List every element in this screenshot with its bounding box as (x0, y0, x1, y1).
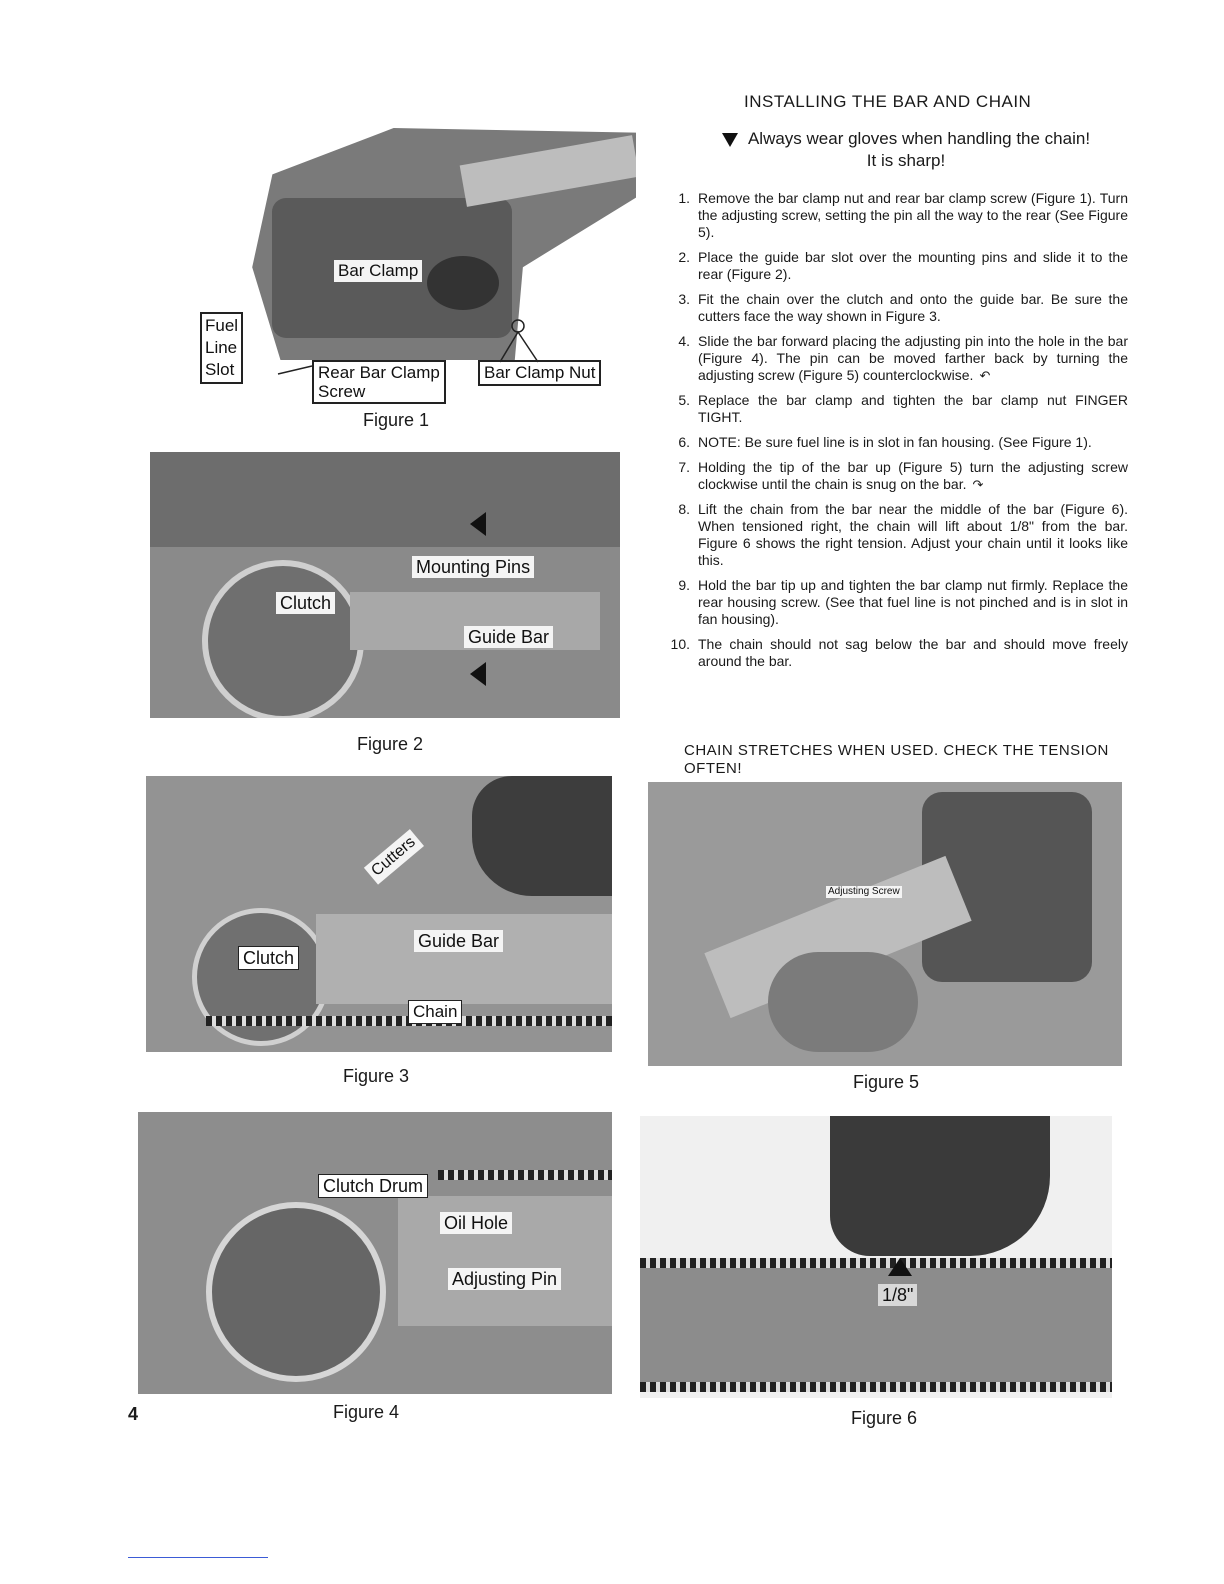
chain-top-shape (640, 1258, 1112, 1268)
label-clutch: Clutch (276, 592, 335, 614)
callout-nut-line (500, 332, 538, 362)
label-fuel-line-slot-line1: Fuel (205, 316, 239, 335)
label-cutters: Cutters (364, 829, 424, 884)
label-chain: Chain (408, 1000, 462, 1024)
guide-bar-shape (316, 914, 612, 1004)
guide-bar-shape (640, 1266, 1112, 1386)
step-number: 10. (670, 636, 690, 652)
step-text: Fit the chain over the clutch and onto the guide bar. Be sure the cutters face the way shown in Figure 3. (698, 291, 1128, 324)
step-number: 7. (678, 459, 690, 475)
page-title: INSTALLING THE BAR AND CHAIN (744, 92, 1032, 111)
step-text: Hold the bar tip up and tighten the bar clamp nut firmly. Replace the rear housing screw. (See that fuel line is not pinched and is in slot in fan housing). (698, 577, 1128, 627)
step-number: 6. (678, 434, 690, 450)
step-text: NOTE: Be sure fuel line is in slot in fan housing. (See Figure 1). (698, 434, 1092, 450)
chain-shape (438, 1170, 612, 1180)
hand-shape (768, 952, 918, 1052)
callout-screw-line (278, 366, 312, 374)
engine-block-shape (150, 452, 620, 547)
figure-4-photo (138, 1112, 612, 1394)
label-adjusting-pin: Adjusting Pin (448, 1268, 561, 1290)
counterclockwise-arrow-icon: ↶ (979, 368, 991, 383)
label-clutch: Clutch (238, 946, 299, 970)
glove-shape (830, 1116, 1050, 1256)
step-number: 5. (678, 392, 690, 408)
glove-shape (472, 776, 612, 896)
label-guide-bar: Guide Bar (464, 626, 553, 648)
label-mounting-pins: Mounting Pins (412, 556, 534, 578)
clutch-drum-shape (206, 1202, 386, 1382)
step-number: 1. (678, 190, 690, 206)
step-text: Holding the tip of the bar up (Figure 5) turn the adjusting screw clockwise until the chain is snug on the bar. (698, 459, 1128, 492)
step-number: 8. (678, 501, 690, 517)
clockwise-arrow-icon: ↷ (972, 477, 984, 492)
figure-2-photo (150, 452, 620, 718)
step-text: Remove the bar clamp nut and rear bar clamp screw (Figure 1). Turn the adjusting screw, setting the pin all the way to the rear (See Figure 5). (698, 190, 1128, 240)
step-text: Place the guide bar slot over the mounting pins and slide it to the rear (Figure 2). (698, 249, 1128, 282)
arrow-down-icon (470, 662, 486, 686)
step-text: Slide the bar forward placing the adjusting pin into the hole in the bar (Figure 4). The pin can be moved farther back by turning the adjusting screw (Figure 5) counterclockwise. (698, 333, 1128, 383)
arrow-up-icon (470, 512, 486, 536)
step-number: 3. (678, 291, 690, 307)
figure-6-caption: Figure 6 (850, 1408, 918, 1428)
step-number: 9. (678, 577, 690, 593)
step-text: The chain should not sag below the bar and should move freely around the bar. (698, 636, 1128, 669)
bar-clamp-nut-icon (512, 320, 524, 332)
label-adjusting-screw: Adjusting Screw (828, 886, 900, 897)
page-number: 4 (128, 1404, 139, 1424)
label-rear-bar-clamp-line2: Screw (318, 382, 366, 401)
figure-2-caption: Figure 2 (356, 734, 424, 754)
figure-4-caption: Figure 4 (332, 1402, 400, 1422)
label-fuel-line-slot-line2: Line (205, 338, 238, 357)
label-clutch-drum: Clutch Drum (318, 1174, 428, 1198)
label-bar-clamp-nut: Bar Clamp Nut (478, 360, 601, 386)
arrow-up-icon (888, 1258, 912, 1276)
label-measure: 1/8" (878, 1284, 917, 1306)
chain-bottom-shape (640, 1382, 1112, 1392)
label-rear-bar-clamp-line1: Rear Bar Clamp (318, 363, 440, 382)
figure-5-caption: Figure 5 (852, 1072, 920, 1092)
figure-5-photo (648, 782, 1122, 1066)
figure-3-photo (146, 776, 612, 1052)
step-text: Replace the bar clamp and tighten the bar clamp nut FINGER TIGHT. (698, 392, 1128, 425)
step-text: Lift the chain from the bar near the middle of the bar (Figure 6). When tensioned right, the chain will lift about 1/8" from the bar. Figure 6 shows the right tension. Adjust your chain until it looks like this. (698, 501, 1128, 568)
figure-1-caption: Figure 1 (362, 410, 430, 430)
chain-stretch-note: CHAIN STRETCHES WHEN USED. CHECK THE TENSION OFTEN! (684, 742, 1109, 777)
label-oil-hole: Oil Hole (440, 1212, 512, 1234)
label-fuel-line-slot-line3: Slot (205, 360, 235, 379)
warning-text-2: It is sharp! (866, 151, 946, 170)
step-number: 2. (678, 249, 690, 265)
label-guide-bar: Guide Bar (414, 930, 503, 952)
bottom-rule (128, 1557, 268, 1558)
clutch-wheel-shape (202, 560, 364, 718)
figure-6-photo (640, 1116, 1112, 1398)
label-bar-clamp: Bar Clamp (334, 260, 422, 282)
warning-text-1: Always wear gloves when handling the chain! (747, 129, 1091, 148)
figure-3-caption: Figure 3 (342, 1066, 410, 1086)
step-number: 4. (678, 333, 690, 349)
